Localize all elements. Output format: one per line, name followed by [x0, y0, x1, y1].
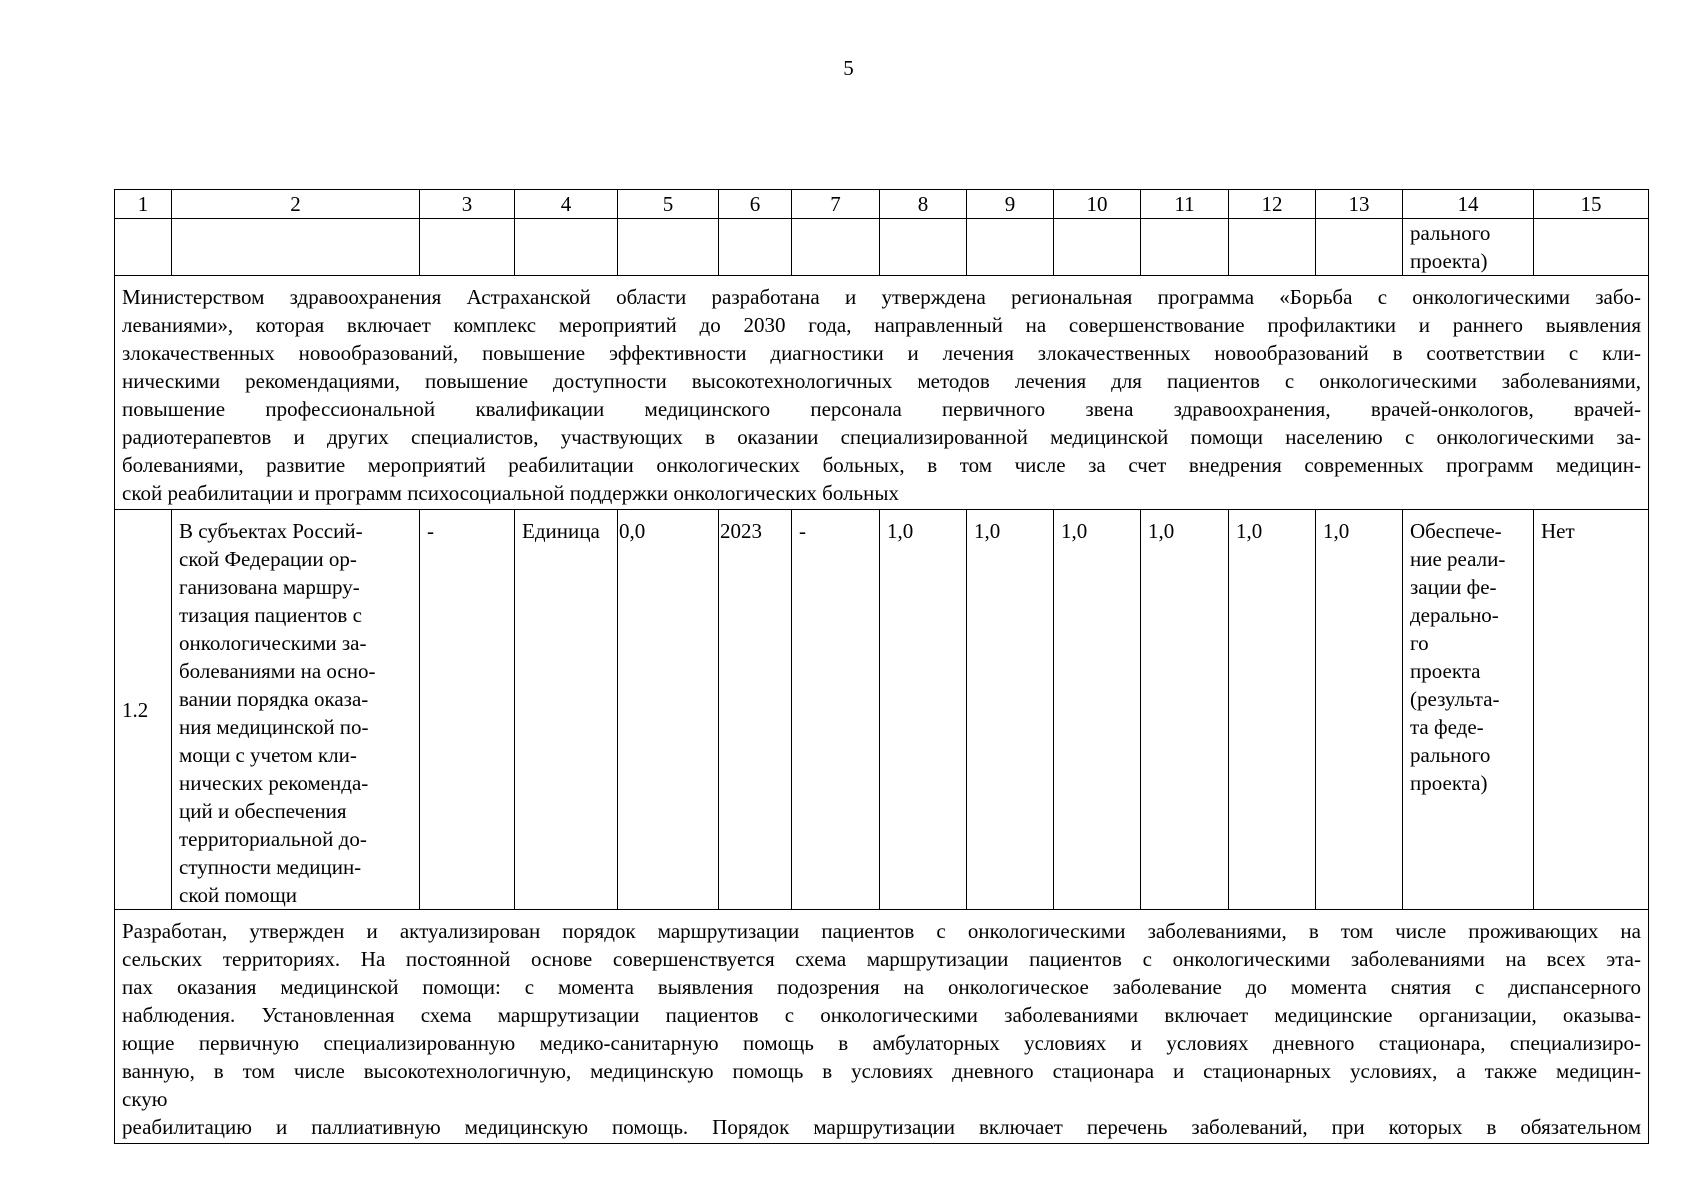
- continuation-result-cell: [1403, 219, 1534, 276]
- header-col-7: 7: [792, 190, 880, 219]
- table-header-row: [115, 190, 1649, 219]
- table-row-continuation: [115, 219, 1649, 276]
- text-line: ступности медицин-: [179, 855, 362, 879]
- text-line: леваниями», которая включает комплекс мероприятий до 2030 года, направленный на совершенствование профилактики и раннего выявления: [122, 313, 1641, 337]
- header-col-2: 2: [172, 190, 420, 219]
- text-line: зации фе-: [1410, 575, 1497, 599]
- value-cell-13: 1,0: [1316, 510, 1403, 910]
- text-line: проекта: [1410, 659, 1481, 683]
- text-line: нических рекоменда-: [179, 771, 369, 795]
- text-line: рального: [1410, 743, 1491, 767]
- table-cell: [1054, 219, 1141, 276]
- table-cell: [1316, 219, 1403, 276]
- col15-cell: Нет: [1534, 510, 1649, 910]
- text-line: рального: [1410, 221, 1491, 245]
- row-number-cell: 1.2: [115, 510, 172, 910]
- text-line: проекта): [1410, 249, 1488, 273]
- header-col-4: 4: [515, 190, 618, 219]
- page-number: 5: [843, 56, 854, 80]
- table-cell: [420, 219, 515, 276]
- text-line: территориальной до-: [179, 827, 367, 851]
- table-cell: [719, 219, 792, 276]
- table-cell: [172, 219, 420, 276]
- header-col-11: 11: [1141, 190, 1229, 219]
- text-line: болеваниями на осно-: [179, 659, 376, 683]
- table-cell: [1229, 219, 1316, 276]
- indicator-name-cell: [172, 510, 420, 910]
- text-line: реабилитацию и паллиативную медицинскую помощь. Порядок маршрутизации включает перечень заболеваний, при которых в обязательном: [122, 1115, 1641, 1139]
- header-col-8: 8: [880, 190, 967, 219]
- text-line: злокачественных новообразований, повышение эффективности диагностики и лечения злокачественных новообразований в соответствии с кли-: [122, 341, 1641, 365]
- col3-cell: -: [420, 510, 515, 910]
- table-cell: [1534, 219, 1649, 276]
- text-line: радиотерапевтов и других специалистов, участвующих в оказании специализированной медицинской помощи населению с онкологическими за-: [122, 425, 1641, 449]
- table-cell: [618, 219, 719, 276]
- header-col-14: 14: [1403, 190, 1534, 219]
- value-cell-12: 1,0: [1229, 510, 1316, 910]
- table-cell: [1141, 219, 1229, 276]
- routing-description-paragraph: [115, 910, 1649, 1144]
- table-row-paragraph-2: [115, 910, 1649, 1144]
- text-line: болеваниями, развитие мероприятий реабилитации онкологических больных, в том числе за счет внедрения современных программ медицин-: [122, 453, 1641, 477]
- header-col-5: 5: [618, 190, 719, 219]
- header-col-1: 1: [115, 190, 172, 219]
- value-cell-9: 1,0: [967, 510, 1054, 910]
- program-description-paragraph: [115, 276, 1649, 510]
- text-line: го: [1410, 631, 1429, 655]
- header-col-10: 10: [1054, 190, 1141, 219]
- header-col-15: 15: [1534, 190, 1649, 219]
- text-line: В субъектах Россий-: [179, 519, 363, 543]
- header-col-6: 6: [719, 190, 792, 219]
- table-cell: [967, 219, 1054, 276]
- table-cell: [115, 219, 172, 276]
- table-row-paragraph-1: [115, 276, 1649, 510]
- text-line: ской реабилитации и программ психосоциальной поддержки онкологических больных: [122, 481, 899, 505]
- text-line: ние реали-: [1410, 547, 1506, 571]
- text-line: проекта): [1410, 771, 1488, 795]
- result-cell: [1403, 510, 1534, 910]
- table-cell: [792, 219, 880, 276]
- text-line: наблюдения. Установленная схема маршрутизации пациентов с онкологическими заболеваниями включает медицинские организации, оказыва-: [122, 1003, 1641, 1027]
- text-line: ническими рекомендациями, повышение доступности высокотехнологичных методов лечения для пациентов с онкологическими заболеваниями,: [122, 369, 1641, 393]
- text-line: скую: [122, 1087, 168, 1111]
- text-line: Обеспече-: [1410, 519, 1502, 543]
- text-line: повышение профессиональной квалификации медицинского персонала первичного звена здравоохранения, врачей-онкологов, врачей-: [122, 397, 1641, 421]
- text-line: ской помощи: [179, 883, 297, 907]
- header-col-12: 12: [1229, 190, 1316, 219]
- text-line: ций и обеспечения: [179, 799, 347, 823]
- text-line: пах оказания медицинской помощи: с момента выявления подозрения на онкологическое заболевание до момента снятия с диспансерного: [122, 975, 1641, 999]
- table-cell: [880, 219, 967, 276]
- text-line: Разработан, утвержден и актуализирован порядок маршрутизации пациентов с онкологическими заболеваниями, в том числе проживающих на: [122, 919, 1641, 943]
- header-col-13: 13: [1316, 190, 1403, 219]
- value-cell-8: 1,0: [880, 510, 967, 910]
- text-line: ния медицинской по-: [179, 715, 369, 739]
- header-col-9: 9: [967, 190, 1054, 219]
- value-cell-10: 1,0: [1054, 510, 1141, 910]
- text-line: тизация пациентов с: [179, 603, 362, 627]
- unit-cell: Единица: [515, 510, 618, 910]
- table-cell: [515, 219, 618, 276]
- col7-cell: -: [792, 510, 880, 910]
- text-line: дерально-: [1410, 603, 1499, 627]
- base-year-cell: 2023: [719, 510, 792, 910]
- base-value-cell: 0,0: [618, 510, 719, 910]
- text-line: ской Федерации ор-: [179, 547, 357, 571]
- text-line: вании порядка оказа-: [179, 687, 369, 711]
- text-line: та феде-: [1410, 715, 1484, 739]
- text-line: (результа-: [1410, 687, 1500, 711]
- text-line: Министерством здравоохранения Астраханской области разработана и утверждена региональная программа «Борьба с онкологическими забо-: [122, 285, 1641, 309]
- text-line: ванную, в том числе высокотехнологичную, медицинскую помощь в условиях дневного стационара и стационарных условиях, а также медицин-: [122, 1059, 1641, 1083]
- header-col-3: 3: [420, 190, 515, 219]
- indicators-table: [114, 189, 1649, 1144]
- text-line: сельских территориях. На постоянной основе совершенствуется схема маршрутизации пациентов с онкологическими заболеваниями на всех эта-: [122, 947, 1641, 971]
- value-cell-11: 1,0: [1141, 510, 1229, 910]
- text-line: ганизована маршру-: [179, 575, 360, 599]
- text-line: ющие первичную специализированную медико-санитарную помощь в амбулаторных условиях и условиях дневного стационара, специализиро-: [122, 1031, 1641, 1055]
- text-line: мощи с учетом кли-: [179, 743, 357, 767]
- table-row-1-2: [115, 510, 1649, 910]
- text-line: онкологическими за-: [179, 631, 367, 655]
